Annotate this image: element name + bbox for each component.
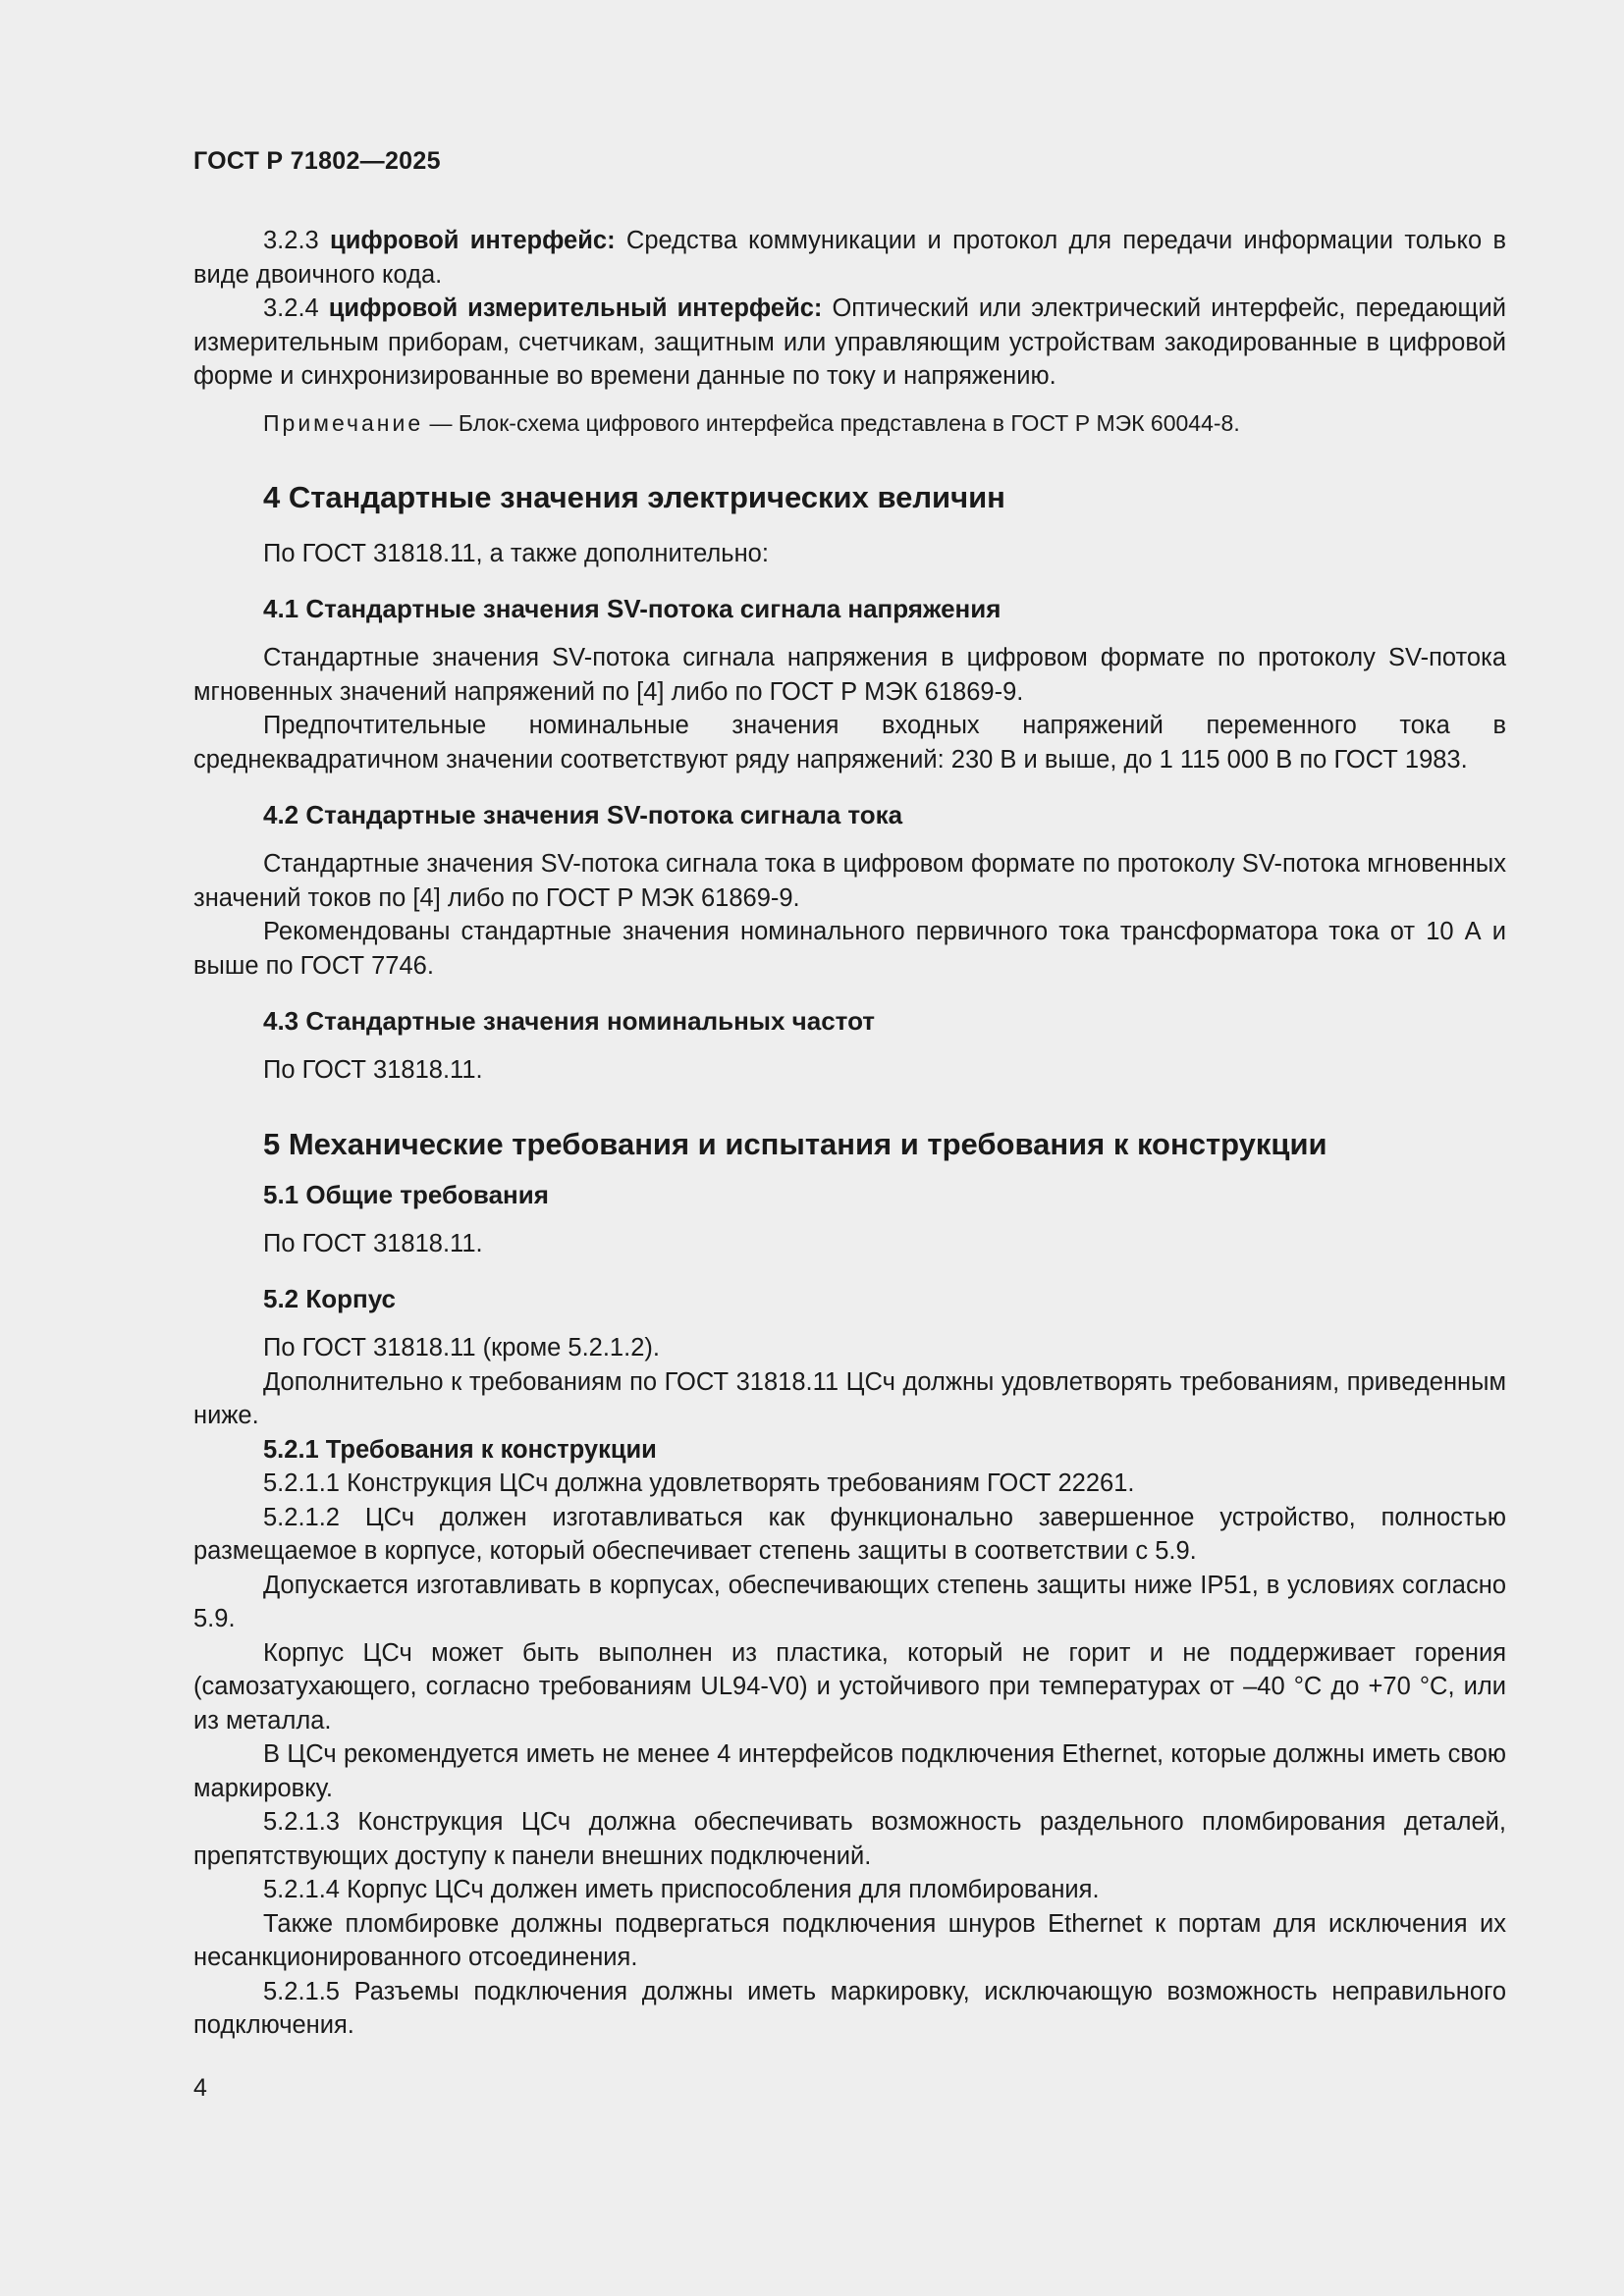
subsection-5-1-title: 5.1 Общие требования	[263, 1179, 549, 1209]
clause-5-2-1-1: 5.2.1.1 Конструкция ЦСч должна удовлетворять требованиям ГОСТ 22261.	[263, 1469, 1135, 1497]
document-body	[193, 224, 1506, 2043]
subsection-4-3-paragraph-1: По ГОСТ 31818.11.	[263, 1056, 483, 1084]
term-definition: Средства коммуникации и протокол для передачи информации только в виде двоичного кода.	[193, 227, 1506, 289]
page-number: 4	[193, 2074, 207, 2102]
note-text: — Блок-схема цифрового интерфейса представлена в ГОСТ Р МЭК 60044-8.	[429, 409, 1240, 436]
section-4-intro: По ГОСТ 31818.11, а также дополнительно:	[263, 539, 769, 567]
subsection-5-2-paragraph-1: По ГОСТ 31818.11 (кроме 5.2.1.2).	[263, 1334, 660, 1362]
term-definition: Оптический или электрический интерфейс, передающий измерительным приборам, счетчикам, защитным или управляющим устройствам закодированные в цифровой форме и синхронизированные во времени данные по току и напряжению.	[193, 294, 1506, 390]
clause-5-2-1-5: 5.2.1.5 Разъемы подключения должны иметь маркировку, исключающую возможность неправильного подключения.	[193, 1977, 1506, 2039]
clause-3-2-4	[193, 292, 1506, 394]
subsection-5-1-paragraph-1: По ГОСТ 31818.11.	[263, 1229, 483, 1257]
clause-5-2-1-4: 5.2.1.4 Корпус ЦСч должен иметь приспособления для пломбирования.	[263, 1876, 1100, 1903]
subsection-4-1-title: 4.1 Стандартные значения SV-потока сигнала напряжения	[263, 594, 1001, 623]
section-4-title: 4 Стандартные значения электрических величин	[263, 479, 1005, 514]
subsection-4-1-paragraph-1: Стандартные значения SV-потока сигнала напряжения в цифровом формате по протоколу SV-потока мгновенных значений напряжений по [4] либо по ГОСТ Р МЭК 61869-9.	[193, 644, 1506, 706]
subsection-4-2-paragraph-2: Рекомендованы стандартные значения номинального первичного тока трансформатора тока от 10 А и выше по ГОСТ 7746.	[193, 918, 1506, 980]
subsection-5-2-paragraph-2: Дополнительно к требованиям по ГОСТ 31818.11 ЦСч должны удовлетворять требованиям, приведенным ниже.	[193, 1367, 1506, 1429]
clause-5-2-1-2-allowance: Допускается изготавливать в корпусах, обеспечивающих степень защиты ниже IP51, в условиях согласно 5.9.	[193, 1571, 1506, 1632]
clause-3-2-3	[193, 224, 1506, 292]
note	[193, 407, 1506, 439]
clause-5-2-1-2-ethernet: В ЦСч рекомендуется иметь не менее 4 интерфейсов подключения Ethernet, которые должны иметь свою маркировку.	[193, 1740, 1506, 1802]
subsection-4-2-paragraph-1: Стандартные значения SV-потока сигнала тока в цифровом формате по протоколу SV-потока мгновенных значений токов по [4] либо по ГОСТ Р МЭК 61869-9.	[193, 850, 1506, 912]
term-label: цифровой измерительный интерфейс:	[328, 294, 823, 322]
section-5-title: 5 Механические требования и испытания и требования к конструкции	[263, 1126, 1327, 1161]
clause-number: 3.2.4	[263, 294, 319, 322]
clause-5-2-1-2: 5.2.1.2 ЦСч должен изготавливаться как функционально завершенное устройство, полностью размещаемое в корпусе, который обеспечивает степень защиты в соответствии с 5.9.	[193, 1503, 1506, 1565]
subsection-4-3-title: 4.3 Стандартные значения номинальных частот	[263, 1006, 876, 1036]
document-code-header: ГОСТ Р 71802—2025	[193, 147, 441, 175]
subsection-4-2-title: 4.2 Стандартные значения SV-потока сигнала тока	[263, 800, 903, 829]
clause-number: 3.2.3	[263, 227, 319, 254]
clause-5-2-1-title: 5.2.1 Требования к конструкции	[263, 1435, 657, 1464]
term-label: цифровой интерфейс:	[330, 227, 616, 254]
subsection-4-1-paragraph-2: Предпочтительные номинальные значения входных напряжений переменного тока в среднеквадратичном значении соответствуют ряду напряжений: 230 В и выше, до 1 115 000 В по ГОСТ 1983.	[193, 712, 1506, 774]
clause-5-2-1-2-case-material: Корпус ЦСч может быть выполнен из пластика, который не горит и не поддерживает горения (самозатухающего, согласно требованиям UL94-V0) и устойчивого при температурах от –40 °С до +70 °С, или из металла.	[193, 1638, 1506, 1735]
note-label: Примечание	[263, 409, 424, 436]
clause-5-2-1-3: 5.2.1.3 Конструкция ЦСч должна обеспечивать возможность раздельного пломбирования деталей, препятствующих доступу к панели внешних подключений.	[193, 1808, 1506, 1870]
clause-5-2-1-4-sealing: Также пломбировке должны подвергаться подключения шнуров Ethernet к портам для исключения их несанкционированного отсоединения.	[193, 1909, 1506, 1971]
subsection-5-2-title: 5.2 Корпус	[263, 1284, 396, 1313]
